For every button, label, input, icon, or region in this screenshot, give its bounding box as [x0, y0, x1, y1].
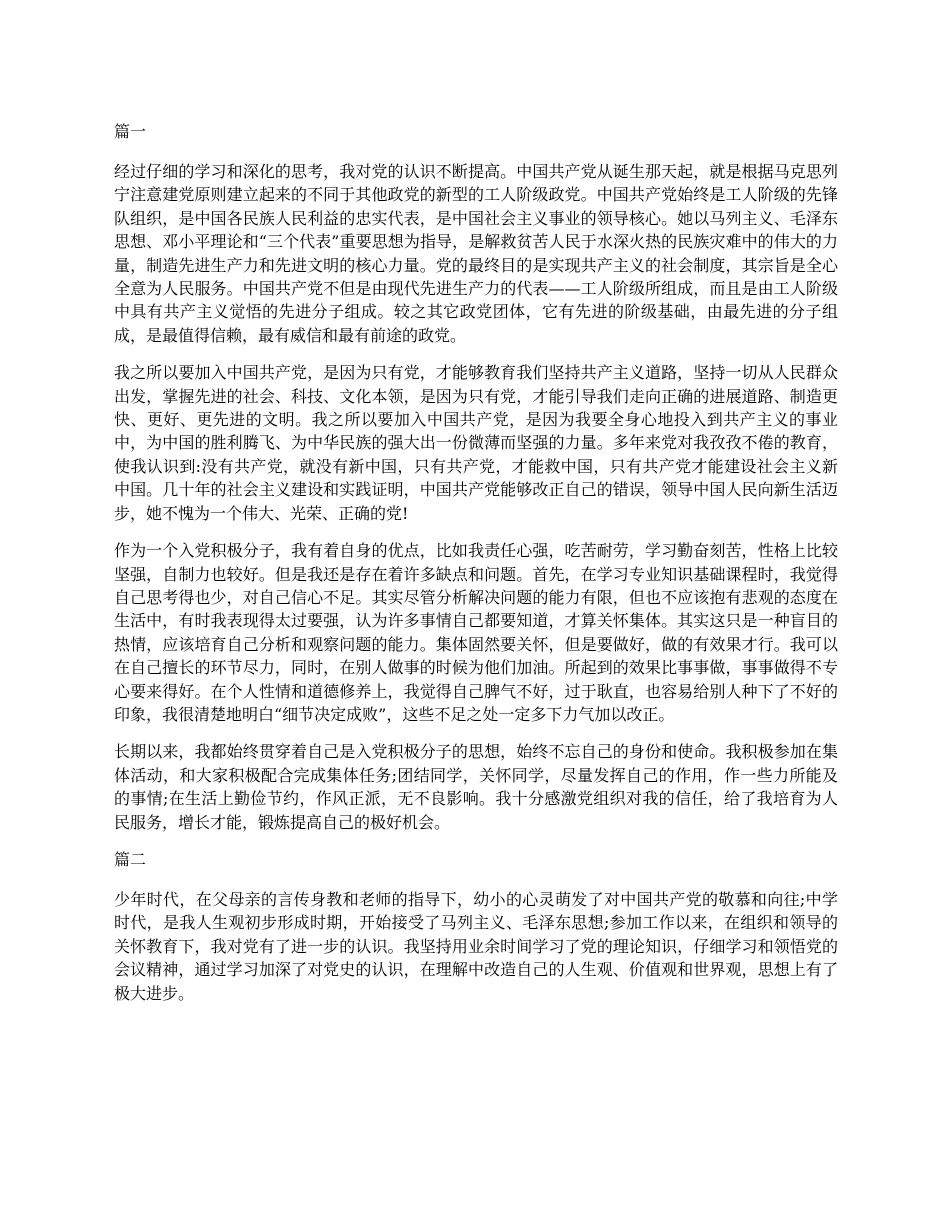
document-page: [114, 120, 838, 1019]
section-1-paragraph-2: 我之所以要加入中国共产党，是因为只有党，才能够教育我们坚持共产主义道路，坚持一切从人民群众出发，掌握先进的社会、科技、文化本领，是因为只有党，才能引导我们走向正确的进展道路、制造更快、更好、更先进的文明。我之所以要加入中国共产党，是因为我要全身心地投入到共产主义的事业中，为中国的胜利腾飞、为中华民族的强大出一份微薄而坚强的力量。多年来党对我孜孜不倦的教育，使我认识到:没有共产党，就没有新中国，只有共产党，才能救中国，只有共产党才能建设社会主义新中国。几十年的社会主义建设和实践证明，中国共产党能够改正自己的错误，领导中国人民向新生活迈步，她不愧为一个伟大、光荣、正确的党!: [114, 363, 838, 523]
section-2-paragraph-1: 少年时代，在父母亲的言传身教和老师的指导下，幼小的心灵萌发了对中国共产党的敬慕和向往;中学时代，是我人生观初步形成时期，开始接受了马列主义、毛泽东思想;参加工作以来，在组织和领导的关怀教育下，我对党有了进一步的认识。我坚持用业余时间学习了党的理论知识，仔细学习和领悟党的会议精神，通过学习加深了对党史的认识，在理解中改造自己的人生观、价值观和世界观，思想上有了极大进步。: [114, 889, 838, 1003]
section-heading-1: 篇一: [114, 122, 147, 141]
section-1-paragraph-3: 作为一个入党积极分子，我有着自身的优点，比如我责任心强，吃苦耐劳，学习勤奋刻苦，性格上比较坚强，自制力也较好。但是我还是存在着许多缺点和问题。首先，在学习专业知识基础课程时，我觉得自己思考得也少，对自己信心不足。其实尽管分析解决问题的能力有限，但也不应该抱有悲观的态度在生活中，有时我表现得太过要强，认为许多事情自己都要知道，才算关怀集体。其实这只是一种盲目的热情，应该培育自己分析和观察问题的能力。集体固然要关怀，但是要做好，做的有效果才行。我可以在自己擅长的环节尽力，同时，在别人做事的时候为他们加油。所起到的效果比事事做，事事做得不专心要来得好。在个人性情和道德修养上，我觉得自己脾气不好，过于耿直，也容易给别人种下了不好的印象，我很清楚地明白“细节决定成败”，这些不足之处一定多下力气加以改正。: [114, 541, 838, 724]
section-1-paragraph-4: 长期以来，我都始终贯穿着自己是入党积极分子的思想，始终不忘自己的身份和使命。我积极参加在集体活动，和大家积极配合完成集体任务;团结同学，关怀同学，尽量发挥自己的作用，作一些力所能及的事情;在生活上勤俭节约，作风正派，无不良影响。我十分感激党组织对我的信任，给了我培育为人民服务，增长才能，锻炼提高自己的极好机会。: [114, 742, 838, 832]
section-1-paragraph-1: 经过仔细的学习和深化的思考，我对党的认识不断提高。中国共产党从诞生那天起，就是根据马克思列宁注意建党原则建立起来的不同于其他政党的新型的工人阶级政党。中国共产党始终是工人阶级的先锋队组织，是中国各民族人民利益的忠实代表，是中国社会主义事业的领导核心。她以马列主义、毛泽东思想、邓小平理论和“三个代表”重要思想为指导，是解救贫苦人民于水深火热的民族灾难中的伟大的力量，制造先进生产力和先进文明的核心力量。党的最终目的是实现共产主义的社会制度，其宗旨是全心全意为人民服务。中国共产党不但是由现代先进生产力的代表——工人阶级所组成，而且是由工人阶级中具有共产主义觉悟的先进分子组成。较之其它政党团体，它有先进的阶级基础，由最先进的分子组成，是最值得信赖，最有威信和最有前途的政党。: [114, 162, 838, 345]
section-heading-2: 篇二: [114, 849, 147, 869]
